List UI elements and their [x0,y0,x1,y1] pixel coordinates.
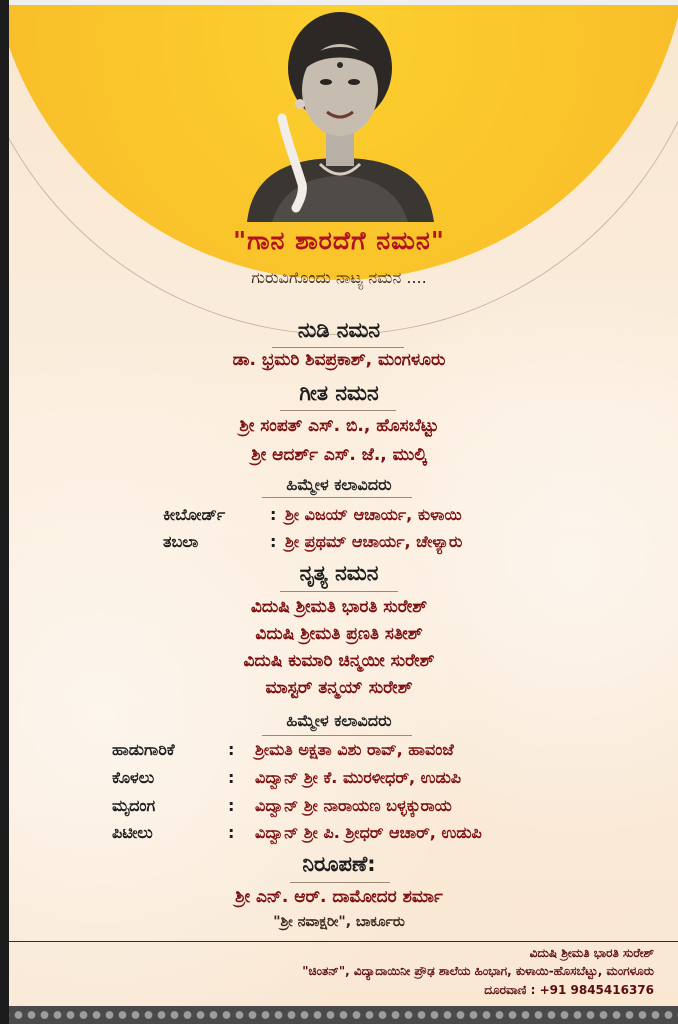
footer-address: "ಚಿಂತನ್", ವಿದ್ಯಾದಾಯಿನೀ ಪ್ರೌಢ ಶಾಲೆಯ ಹಿಂಭಾಗ, ಕುಳಾಯಿ-ಹೊಸಬೆಟ್ಟು, ಮಂಗಳೂರು [302,964,654,978]
separator: : [270,532,277,551]
performer-name: ವಿದುಷಿ ಶ್ರೀಮತಿ ಭಾರತಿ ಸುರೇಶ್ [250,597,428,617]
dotted-border [9,1006,678,1024]
performer-name: ವಿದುಷಿ ಶ್ರೀಮತಿ ಪ್ರಣತಿ ಸತೀಶ್ [255,624,423,644]
accompanists-heading: ಹಿಮ್ಮೇಳ ಕಲಾವಿದರು [286,475,392,494]
separator: : [270,505,277,524]
section-heading-nritya: ನೃತ್ಯ ನಮನ [299,561,379,585]
performer-name: ಶ್ರೀ ಆದರ್ಶ್ ಎಸ್. ಜೆ., ಮುಲ್ಕಿ [251,445,427,465]
accompanist-name: ವಿದ್ವಾನ್ ಶ್ರೀ ಕೆ. ಮುರಳೀಧರ್, ಉಡುಪಿ [255,768,462,787]
section-heading-geetha: ಗೀತ ನಮನ [299,381,379,405]
section-heading-nirupane: ನಿರೂಪಣೆ: [302,852,376,876]
footer-divider [9,941,678,942]
top-strip [0,0,678,5]
performer-name: ವಿದುಷಿ ಕುಮಾರಿ ಚಿನ್ಮಯೀ ಸುರೇಶ್ [243,651,435,671]
separator: : [228,823,235,842]
divider [272,347,404,348]
accompanist-role: ಕೀಬೋರ್ಡ್ [163,505,226,524]
divider [280,591,398,592]
accompanist-role: ಮೃದಂಗ [112,796,156,815]
separator: : [228,796,235,815]
separator: : [228,740,235,759]
compere-name: ಶ್ರೀ ಎನ್. ಆರ್. ದಾಮೋದರ ಶರ್ಮಾ [235,887,443,907]
divider [262,735,412,736]
performer-name: ಶ್ರೀ ಸಂಪತ್ ಎಸ್. ಬಿ., ಹೊಸಬೆಟ್ಟು [239,416,439,436]
accompanist-role: ತಬಲಾ [163,532,199,551]
performer-name: ಮಾಸ್ಟರ್ ತನ್ಮಯ್ ಸುರೇಶ್ [265,678,413,698]
footer-phone: ದೂರವಾಣಿ : +91 9845416376 [484,983,654,997]
event-title: "ಗಾನ ಶಾರದೆಗೆ ನಮನ" [233,226,445,255]
accompanist-name: ಶ್ರೀ ವಿಜಯ್ ಆಚಾರ್ಯ, ಕುಳಾಯಿ [285,505,462,524]
footer-organizer: ವಿದುಷಿ ಶ್ರೀಮತಿ ಭಾರತಿ ಸುರೇಶ್ [529,946,654,960]
accompanist-role: ಕೊಳಲು [112,768,155,787]
accompanist-name: ವಿದ್ವಾನ್ ಶ್ರೀ ನಾರಾಯಣ ಬಳ್ಳಕ್ಕುರಾಯ [255,796,452,815]
event-subtitle: ಗುರುವಿಗೊಂದು ನಾಟ್ಯ ನಮನ .... [251,268,427,287]
divider [280,410,396,411]
accompanist-role: ಹಾಡುಗಾರಿಕೆ [112,740,175,759]
section-heading-nudi: ನುಡಿ ನಮನ [297,318,381,342]
performer-name: ಡಾ. ಭ್ರಮರಿ ಶಿವಪ್ರಕಾಶ್, ಮಂಗಳೂರು [232,350,446,370]
divider [262,497,412,498]
portrait-photo [242,8,438,222]
divider [290,882,390,883]
separator: : [228,768,235,787]
accompanist-name: ಶ್ರೀ ಪ್ರಥಮ್ ಆಚಾರ್ಯ, ಚೇಳ್ಯಾರು [285,532,463,551]
accompanist-name: ವಿದ್ವಾನ್ ಶ್ರೀ ಪಿ. ಶ್ರೀಧರ್ ಆಚಾರ್, ಉಡುಪಿ [255,823,482,842]
accompanist-role: ಪಿಟೀಲು [112,823,153,842]
compere-place: "ಶ್ರೀ ನವಾಕ್ಷರೀ", ಬಾರ್ಕೂರು [273,914,405,930]
accompanist-name: ಶ್ರೀಮತಿ ಅಕ್ಷತಾ ವಿಶು ರಾವ್, ಹಾವಂಜೆ [255,740,454,759]
accompanists-heading: ಹಿಮ್ಮೇಳ ಕಲಾವಿದರು [286,711,392,730]
